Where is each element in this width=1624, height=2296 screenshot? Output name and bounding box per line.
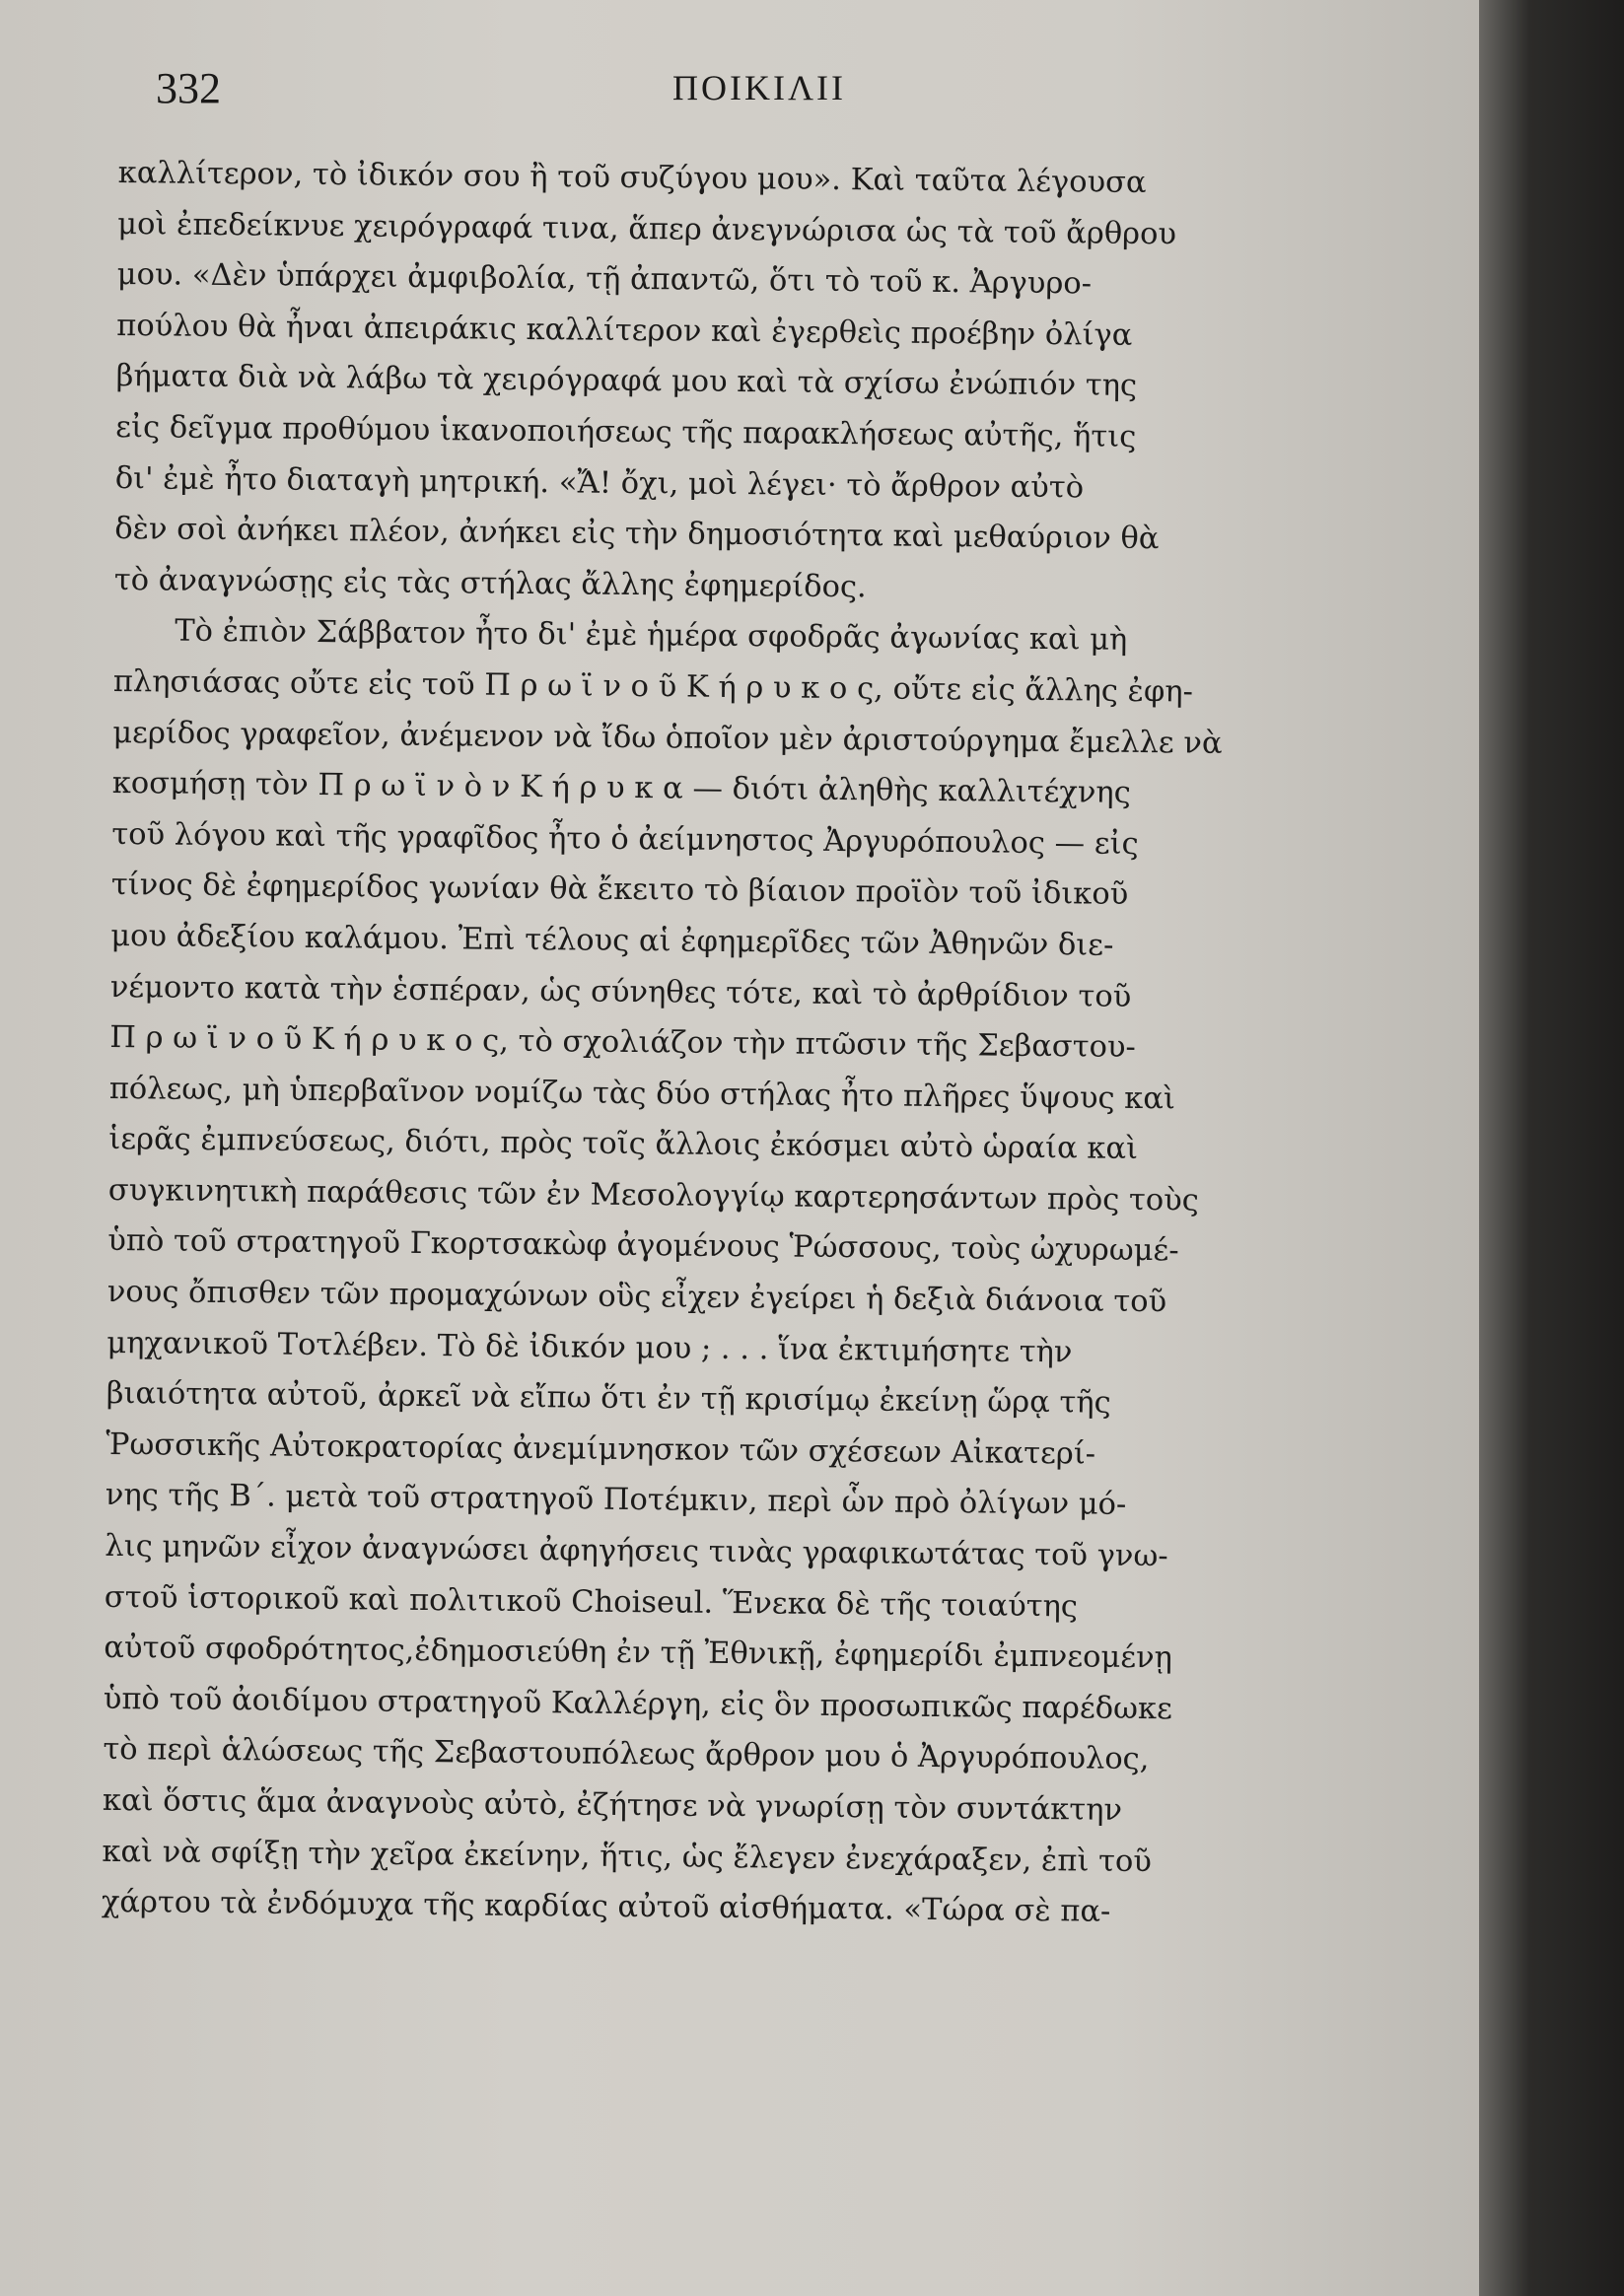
text-line: μου ἀδεξίου καλάμου. Ἐπὶ τέλους αἱ ἐφημερῖδες τῶν Ἀθηνῶν διε-	[110, 918, 1114, 963]
text-line: τὸ περὶ ἁλώσεως τῆς Σεβαστουπόλεως ἄρθρον μου ὁ Ἀργυρόπουλος,	[103, 1732, 1150, 1777]
running-title: ΠΟΙΚΙΛΙΙ	[671, 68, 847, 107]
text-line: τοῦ λόγου καὶ τῆς γραφῖδος ἦτο ὁ ἀείμνηστος Ἀργυρόπουλος — εἰς	[111, 816, 1139, 862]
text-line: νους ὄπισθεν τῶν προμαχώνων οὓς εἶχεν ἐγείρει ἡ δεξιὰ διάνοια τοῦ	[106, 1275, 1167, 1320]
text-line: τίνος δὲ ἐφημερίδος γωνίαν θὰ ἔκειτο τὸ βίαιον προϊὸν τοῦ ἰδικοῦ	[110, 868, 1129, 913]
paragraph-start-line: Τὸ ἐπιὸν Σάββατον ἦτο δι' ἐμὲ ἡμέρα σφοδρᾶς ἀγωνίας καὶ μὴ	[175, 613, 1128, 659]
text-line: δὲν σοὶ ἀνήκει πλέον, ἀνήκει εἰς τὴν δημοσιότητα καὶ μεθαύριον θὰ	[114, 512, 1160, 557]
text-line: εἰς δεῖγμα προθύμου ἱκανοποιήσεως τῆς παρακλήσεως αὐτῆς, ἥτις	[115, 409, 1137, 454]
text-line: Π ρ ω ϊ ν ο ῦ Κ ή ρ υ κ ο ς, τὸ σχολιάζον τὴν πτῶσιν τῆς Σεβαστου-	[109, 1020, 1136, 1066]
running-head	[118, 63, 1400, 132]
text-line: νης τῆς Β΄. μετὰ τοῦ στρατηγοῦ Ποτέμκιν, περὶ ὧν πρὸ ὀλίγων μό-	[105, 1478, 1127, 1523]
text-line: Ῥωσσικῆς Αὐτοκρατορίας ἀνεμίμνησκον τῶν σχέσεων Αἰκατερί-	[106, 1426, 1096, 1472]
text-line: τὸ ἀναγνώσῃς εἰς τὰς στήλας ἄλλης ἐφημερίδος.	[113, 562, 867, 605]
text-line: μου. «Δὲν ὑπάρχει ἀμφιβολία, τῇ ἀπαντῶ, ὅτι τὸ τοῦ κ. Ἀργυρο-	[116, 257, 1093, 302]
text-line: πόλεως, μὴ ὑπερβαῖνον νομίζω τὰς δύο στήλας ἦτο πλῆρες ὕψους καὶ	[108, 1071, 1176, 1117]
text-line: πλησιάσας οὔτε εἰς τοῦ Π ρ ω ϊ ν ο ῦ Κ ή ρ υ κ ο ς, οὔτε εἰς ἄλλης ἐφη-	[112, 663, 1194, 710]
text-line: ὑπὸ τοῦ ἀοιδίμου στρατηγοῦ Καλλέργη, εἰς ὃν προσωπικῶς παρέδωκε	[103, 1681, 1173, 1727]
text-line: συγκινητικὴ παράθεσις τῶν ἐν Μεσολογγίῳ καρτερησάντων πρὸς τοὺς	[107, 1172, 1199, 1218]
text-line: μερίδος γραφεῖον, ἀνέμενον νὰ ἴδω ὁποῖον μὲν ἀριστούργημα ἔμελλε νὰ	[112, 715, 1223, 761]
text-line: καὶ νὰ σφίξῃ τὴν χεῖρα ἐκείνην, ἥτις, ὡς ἔλεγεν ἐνεχάραξεν, ἐπὶ τοῦ	[102, 1834, 1153, 1879]
text-line: μηχανικοῦ Τοτλέβεν. Τὸ δὲ ἰδικόν μου ; . . . ἵνα ἐκτιμήσητε τὴν	[106, 1325, 1073, 1369]
page-number: 332	[156, 64, 221, 112]
text-line: καλλίτερον, τὸ ἰδικόν σου ἢ τοῦ συζύγου μου». Καὶ ταῦτα λέγουσα	[117, 155, 1147, 201]
text-line: βιαιότητα αὐτοῦ, ἀρκεῖ νὰ εἴπω ὅτι ἐν τῇ κρισίμῳ ἐκείνῃ ὥρᾳ τῆς	[106, 1376, 1111, 1421]
text-line: δι' ἐμὲ ἦτο διαταγὴ μητρική. «Ἄ! ὄχι, μοὶ λέγει· τὸ ἄρθρον αὐτὸ	[114, 460, 1085, 505]
text-line: λις μηνῶν εἶχον ἀναγνώσει ἀφηγήσεις τινὰς γραφικωτάτας τοῦ γνω-	[105, 1528, 1168, 1574]
text-line: αὐτοῦ σφοδρότητος,ἐδημοσιεύθη ἐν τῇ Ἐθνικῇ, ἐφημερίδι ἐμπνεομένῃ	[104, 1631, 1173, 1676]
text-line: κοσμήσῃ τὸν Π ρ ω ϊ ν ὸ ν Κ ή ρ υ κ α — διότι ἀληθὴς καλλιτέχνης	[111, 766, 1131, 811]
text-line: πούλου θὰ ἦναι ἀπειράκις καλλίτερον καὶ ἐγερθεὶς προέβην ὀλίγα	[116, 308, 1133, 353]
body-text	[102, 148, 1316, 1939]
book-gutter-shadow	[1479, 0, 1624, 2296]
text-line: ἱερᾶς ἐμπνεύσεως, διότι, πρὸς τοῖς ἄλλοις ἐκόσμει αὐτὸ ὡραία καὶ	[108, 1122, 1139, 1167]
text-line: βήματα διὰ νὰ λάβω τὰ χειρόγραφά μου καὶ τὰ σχίσω ἐνώπιόν της	[115, 359, 1138, 404]
text-line: καὶ ὅστις ἅμα ἀναγνοὺς αὐτὸ, ἐζήτησε νὰ γνωρίσῃ τὸν συντάκτην	[102, 1782, 1123, 1828]
text-line: χάρτου τὰ ἐνδόμυχα τῆς καρδίας αὐτοῦ αἰσθήματα. «Τώρα σὲ πα-	[101, 1885, 1111, 1929]
text-line: μοὶ ἐπεδείκνυε χειρόγραφά τινα, ἅπερ ἀνεγνώρισα ὡς τὰ τοῦ ἄρθρου	[117, 206, 1177, 251]
text-line: νέμοντο κατὰ τὴν ἑσπέραν, ὡς σύνηθες τότε, καὶ τὸ ἀρθρίδιον τοῦ	[109, 969, 1132, 1014]
text-line: ὑπὸ τοῦ στρατηγοῦ Γκορτσακὼφ ἀγομένους Ῥώσσους, τοὺς ὠχυρωμέ-	[107, 1223, 1179, 1269]
text-line: στοῦ ἱστορικοῦ καὶ πολιτικοῦ Choiseul. Ἕνεκα δὲ τῆς τοιαύτης	[104, 1579, 1079, 1625]
